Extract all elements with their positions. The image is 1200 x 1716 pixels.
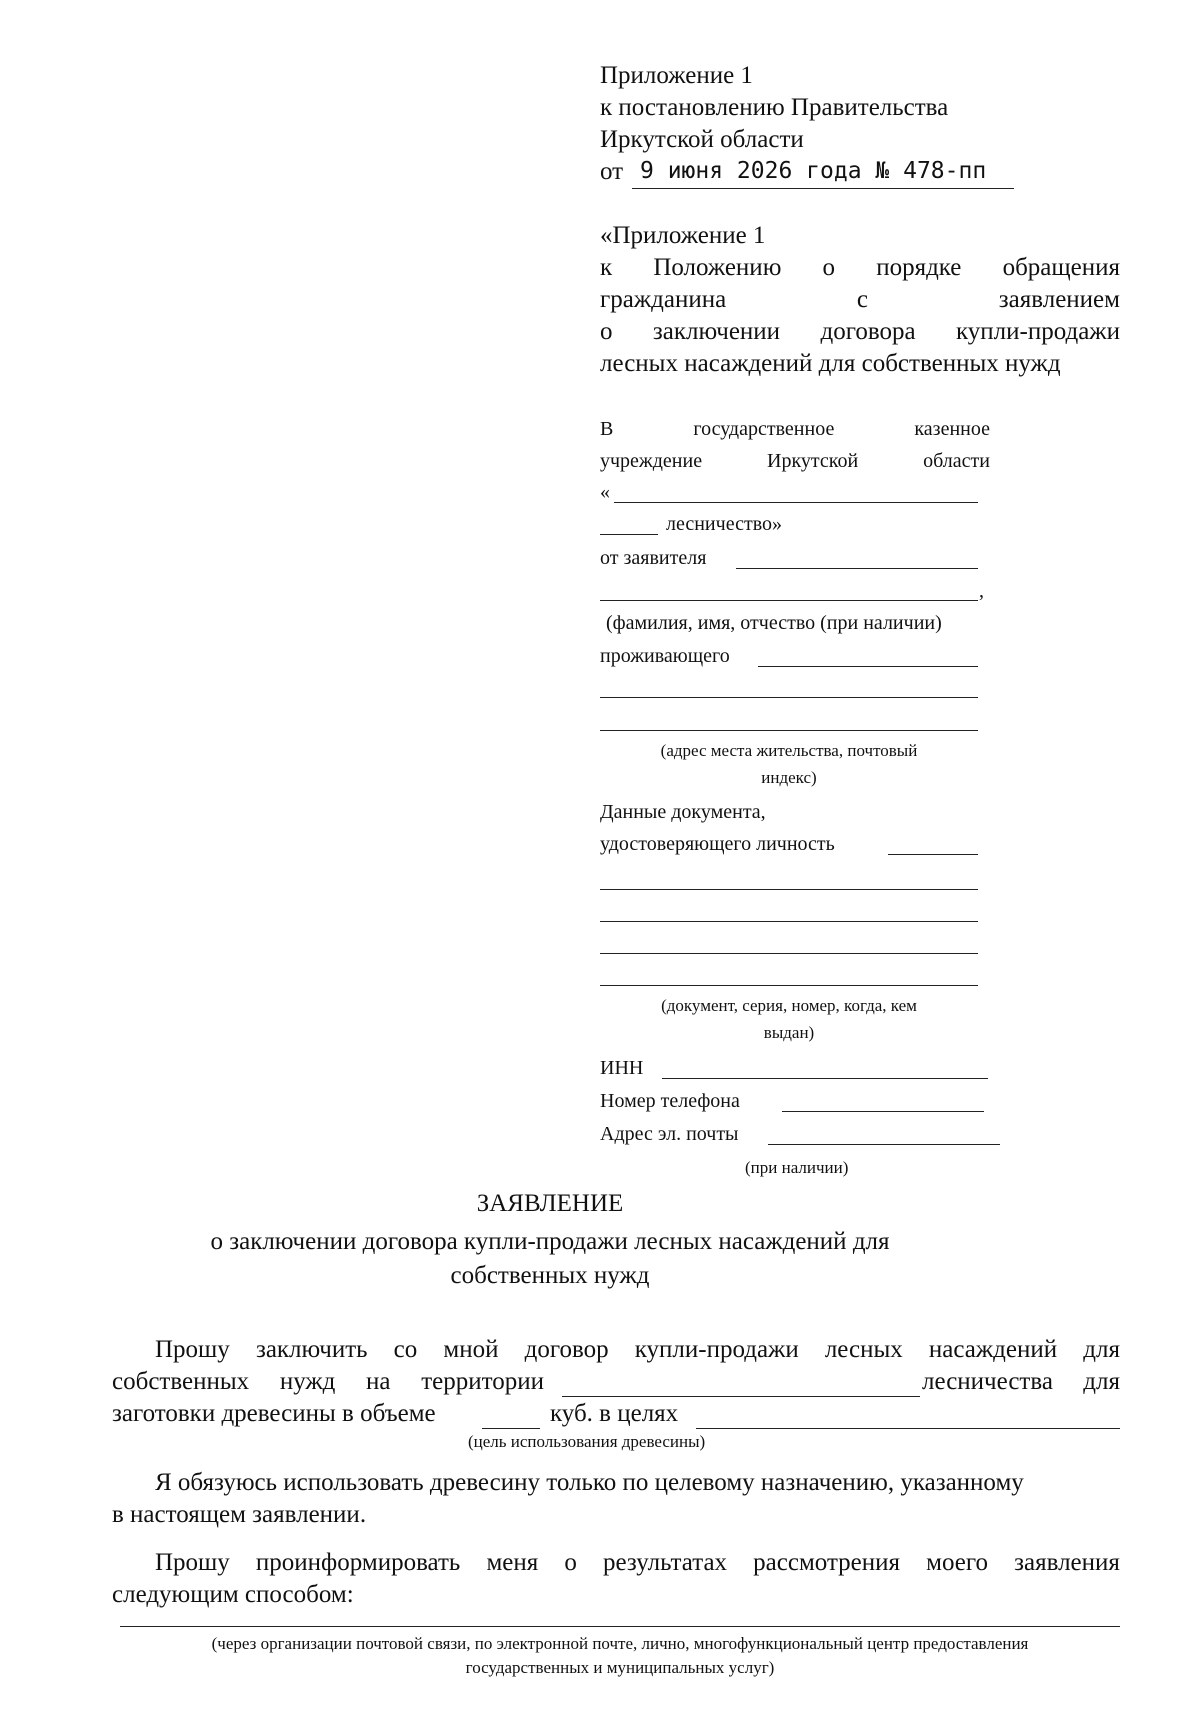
- word: договор: [524, 1336, 609, 1363]
- word: заключении: [652, 318, 781, 345]
- word: о: [600, 318, 613, 345]
- word: Положению: [653, 254, 782, 281]
- notification-method-field[interactable]: [120, 1626, 1120, 1627]
- word: для: [1083, 1336, 1120, 1363]
- word: порядке: [876, 254, 962, 281]
- word: договора: [820, 318, 916, 345]
- word: купли-продажи: [955, 318, 1120, 345]
- paragraph-1-line-2a: [112, 1366, 544, 1398]
- word: к: [600, 254, 613, 281]
- address-hint: (адрес места жительства, почтовый: [660, 741, 918, 760]
- appendix-line-2: [600, 252, 1120, 284]
- word: моего: [926, 1549, 989, 1576]
- word: на: [366, 1368, 391, 1395]
- paragraph-3-line-2: следующим способом:: [112, 1581, 354, 1608]
- inn-field[interactable]: [662, 1078, 988, 1079]
- id-document-label: Данные документа,: [600, 801, 766, 823]
- word: со: [393, 1336, 418, 1363]
- word: В: [600, 418, 614, 440]
- phone-label: Номер телефона: [600, 1090, 740, 1112]
- word: мной: [443, 1336, 499, 1363]
- paragraph-2-line-2: в настоящем заявлении.: [112, 1501, 367, 1528]
- id-document-field-line-5[interactable]: [600, 985, 978, 986]
- id-document-field-line-4[interactable]: [600, 953, 978, 954]
- paragraph-1-line-2b: [922, 1366, 1120, 1398]
- paragraph-1-line-1: [155, 1334, 1120, 1366]
- document-title: ЗАЯВЛЕНИЕ: [476, 1190, 624, 1217]
- addressee-line-1: [600, 416, 990, 442]
- word: обращения: [1002, 254, 1120, 281]
- id-document-field[interactable]: [888, 854, 978, 855]
- forestry-name-field[interactable]: [614, 502, 978, 503]
- appendix-number: Приложение 1: [600, 62, 753, 89]
- word: результатах: [602, 1549, 728, 1576]
- word: купли-продажи: [634, 1336, 799, 1363]
- territory-field[interactable]: [562, 1396, 920, 1397]
- email-label: Адрес эл. почты: [600, 1123, 739, 1145]
- email-field[interactable]: [768, 1144, 1000, 1145]
- appendix-title: «Приложение 1: [600, 222, 766, 249]
- address-field[interactable]: [758, 666, 978, 667]
- id-document-label-2: удостоверяющего личность: [600, 833, 835, 855]
- word: территории: [421, 1368, 544, 1395]
- word: рассмотрения: [753, 1549, 901, 1576]
- phone-field[interactable]: [782, 1111, 984, 1112]
- document-subtitle-2: собственных нужд: [450, 1262, 650, 1289]
- word: Иркутской: [767, 450, 859, 472]
- resolution-reference: к постановлению Правительства: [600, 94, 949, 121]
- residing-label: проживающего: [600, 645, 730, 667]
- word: учреждение: [600, 450, 703, 472]
- address-field-line-3[interactable]: [600, 730, 978, 731]
- word: о: [822, 254, 836, 281]
- word: Прошу: [155, 1336, 230, 1363]
- forestry-name-field-cont[interactable]: [600, 534, 658, 535]
- id-document-hint: (документ, серия, номер, когда, кем: [661, 996, 917, 1015]
- purpose-hint: (цель использования древесины): [468, 1432, 706, 1451]
- word: собственных: [112, 1368, 250, 1395]
- applicant-field[interactable]: [736, 568, 978, 569]
- document-subtitle: о заключении договора купли-продажи лесных насаждений для: [210, 1228, 890, 1255]
- word: проинформировать: [255, 1549, 461, 1576]
- word: для: [1083, 1368, 1120, 1395]
- address-hint-2: индекс): [761, 768, 817, 787]
- applicant-comma: ,: [979, 580, 984, 602]
- volume-field[interactable]: [482, 1428, 540, 1429]
- appendix-line-3: [600, 284, 1120, 316]
- word: насаждений: [928, 1336, 1058, 1363]
- word: лесничества: [922, 1368, 1053, 1395]
- id-document-field-line-3[interactable]: [600, 921, 978, 922]
- word: меня: [486, 1549, 539, 1576]
- resolution-date-prefix: от: [600, 158, 624, 185]
- email-hint: (при наличии): [745, 1158, 849, 1177]
- word: заключить: [255, 1336, 368, 1363]
- word: с: [856, 286, 869, 313]
- word: Прошу: [155, 1549, 230, 1576]
- word: нужд: [279, 1368, 336, 1395]
- id-document-hint-2: выдан): [763, 1023, 815, 1042]
- purpose-field[interactable]: [696, 1428, 1120, 1429]
- resolution-date-underline: [632, 188, 1014, 189]
- id-document-field-line-2[interactable]: [600, 889, 978, 890]
- paragraph-3-line-1: [155, 1547, 1120, 1579]
- applicant-name-hint: (фамилия, имя, отчество (при наличии): [606, 612, 942, 634]
- notification-method-hint: (через организации почтовой связи, по электронной почте, лично, многофункциональный центр предоставления: [211, 1634, 1029, 1653]
- resolution-date-number: 9 июня 2026 года № 478-пп: [640, 158, 987, 184]
- paragraph-2-line-1: Я обязуюсь использовать древесину только по целевому назначению, указанному: [155, 1469, 1024, 1496]
- word: области: [923, 450, 990, 472]
- applicant-field-line-2[interactable]: [600, 600, 978, 601]
- applicant-label: от заявителя: [600, 547, 707, 569]
- appendix-line-4: [600, 316, 1120, 348]
- paragraph-1-line-3a: заготовки древесины в объеме: [112, 1400, 436, 1427]
- forestry-quote-open: «: [600, 481, 610, 503]
- word: заявлением: [998, 286, 1120, 313]
- appendix-line-5: лесных насаждений для собственных нужд: [600, 350, 1061, 377]
- forestry-suffix: лесничество»: [666, 513, 782, 535]
- word: казенное: [914, 418, 990, 440]
- word: заявления: [1014, 1549, 1120, 1576]
- word: о: [564, 1549, 577, 1576]
- notification-method-hint-2: государственных и муниципальных услуг): [465, 1658, 775, 1677]
- word: лесных: [824, 1336, 903, 1363]
- paragraph-1-line-3b: куб. в целях: [550, 1400, 679, 1427]
- word: гражданина: [600, 286, 727, 313]
- addressee-line-2: [600, 448, 990, 474]
- inn-label: ИНН: [600, 1057, 644, 1079]
- region-name: Иркутской области: [600, 126, 804, 153]
- word: государственное: [693, 418, 835, 440]
- address-field-line-2[interactable]: [600, 697, 978, 698]
